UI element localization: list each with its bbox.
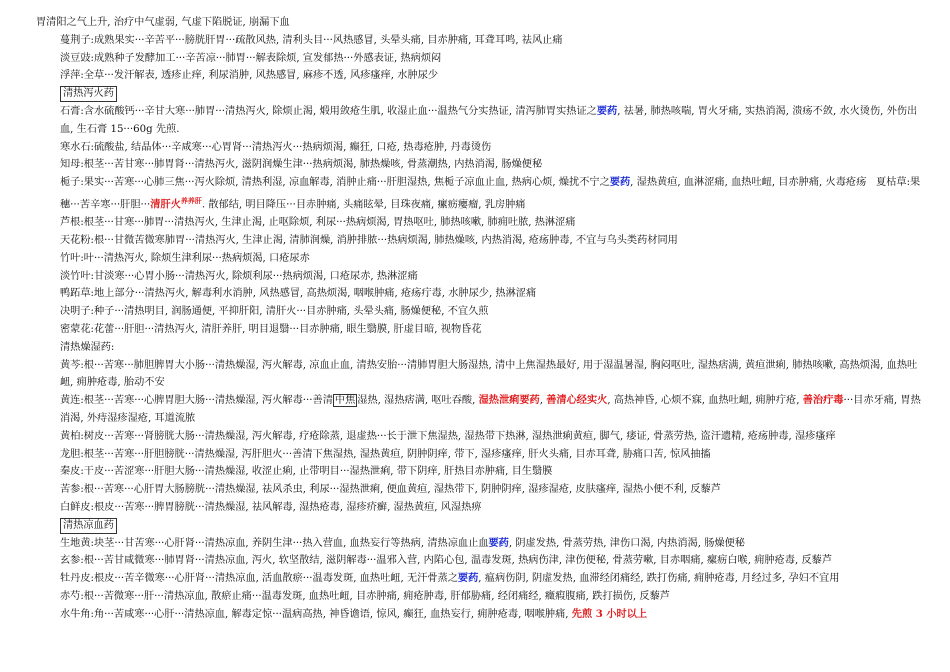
section-heading-row xyxy=(36,517,928,535)
section-heading-row xyxy=(36,85,928,103)
entry-zhi-zi xyxy=(36,174,928,214)
entry-xuan-shen: 玄参:根···苦甘咸微寒···肺胃肾···清热凉血, 泻火, 软坚散结, 滋阴解毒···温邪入营, 内陷心包, 温毒发斑, 热病伤津, 津伤便秘, 骨蒸劳嗽, 目赤咽痛, 瘰疬白喉, 痈肿疮毒, 反藜芦 xyxy=(60,555,833,567)
entry-sheng-di-huang xyxy=(36,535,928,553)
entry-mu-dan-pi xyxy=(36,570,928,588)
entry-huang-qin: 黄芩:根···苦寒···肺胆脾胃大小肠···清热燥湿, 泻火解毒, 凉血止血, 清热安胎···清肺胃胆大肠湿热, 清中上焦湿热最好, 用于湿温暑湿, 胸闷呕吐, 湿热痞满, 黄疸泄痢, 肺热咳嗽, 高热烦渴, 血热吐衄, 痈肿疮毒, 胎动不安 xyxy=(60,359,918,389)
entry-text: , xyxy=(539,395,547,407)
section-heading-qing-re-xie-huo: 清热泻火药 xyxy=(60,86,117,102)
red-highlight: 先煎 3 小时以上 xyxy=(571,607,648,620)
section-heading-qing-re-liang-xue: 清热凉血药 xyxy=(60,518,117,534)
key-drug-highlight: 要药 xyxy=(488,536,509,549)
entry-han-shui-shi: 寒水石:硫酸盐, 结晶体···辛咸寒···心胃肾···清热泻火···热病烦渴, 癫狂, 口疮, 热毒疮肿, 丹毒烫伤 xyxy=(60,141,492,153)
entry-dan-zhu-ye: 淡竹叶:甘淡寒···心胃小肠···清热泻火, 除烦利尿···热病烦渴, 口疮尿赤, 热淋涩痛 xyxy=(60,270,418,282)
red-superscript: 养养肝 xyxy=(180,195,202,205)
entry-chi-shao: 赤芍:根···苦微寒···肝···清热凉血, 散瘀止痛···温毒发斑, 血热吐衄, 目赤肿痛, 痈疮肿毒, 肝郁胁痛, 经闭痛经, 癥瘕腹痛, 跌打损伤, 反藜芦 xyxy=(60,590,670,602)
entry-text: 生地黄:块茎···甘苦寒···心肝肾···清热凉血, 养阴生津···热入营血, 血热妄行等热病, 清热凉血止血 xyxy=(60,537,489,549)
entry-jue-ming-zi: 决明子:种子···清热明目, 润肠通便, 平抑肝阳, 清肝火···目赤肿痛, 头晕头痛, 肠燥便秘, 不宜久煎 xyxy=(60,306,489,318)
red-highlight: 清肝火 xyxy=(150,198,181,211)
entry-dan-dou-chi: 淡豆豉:成熟种子发酵加工···辛苦凉···肺胃···解表除烦, 宣发郁热···外感表证, 热病烦闷 xyxy=(60,52,442,64)
entry-text: 黄连:根茎···苦寒···心脾胃胆大肠···清热燥湿, 泻火解毒···善清 xyxy=(60,395,333,407)
red-highlight: 湿热泄痢要药 xyxy=(478,394,540,407)
entry-text: ···目赤牙痛, 胃热消渴, 外痔湿疹湿疮, 耳道流脓 xyxy=(60,395,921,424)
entry-bai-xian-pi: 白鲜皮:根皮···苦寒···脾胃膀胱···清热燥湿, 祛风解毒, 湿热疮毒, 湿疹疥癣, 湿热黄疸, 风湿热痹 xyxy=(60,501,482,513)
entry-shui-niu-jiao xyxy=(36,606,928,624)
entry-huang-lian xyxy=(36,392,928,428)
entry-text: . 散郁结, 明目降压···目赤肿痛, 头痛眩晕, 目珠夜痛, 瘰疬瘿瘤, 乳房肿痛 xyxy=(201,199,526,211)
entry-text: , 瘟病伤阴, 阴虚发热, 血滞经闭痛经, 跌打伤痛, 痈肿疮毒, 月经过多, 孕妇不宜用 xyxy=(478,573,840,585)
red-highlight: 善治疔毒 xyxy=(802,394,844,407)
entry-huang-bai: 黄柏:树皮···苦寒···肾膀胱大肠···清热燥湿, 泻火解毒, 疗疮除蒸, 退虚热···长于泄下焦湿热, 湿热带下热淋, 湿热泄痢黄疸, 脚气, 痿证, 骨蒸劳热, 盗汗遗精, 疮疡肿毒, 湿疹瘙痒 xyxy=(60,430,836,442)
entry-tian-hua-fen: 天花粉:根···甘微苦微寒肺胃···清热泻火, 生津止渴, 清肺润燥, 消肿排脓···热病烦渴, 肺热燥咳, 内热消渴, 疮疡肿毒, 不宜与乌头类药材同用 xyxy=(60,234,678,246)
entry-text: 湿热, 湿热痞满, 呕吐吞酸, xyxy=(357,395,479,407)
entry-long-dan: 龙胆:根茎···苦寒···肝胆膀胱···清热燥湿, 泻肝胆火···善清下焦湿热, 湿热黄疸, 阴肿阴痒, 带下, 湿疹瘙痒, 肝火头痛, 目赤耳聋, 胁痛口苦, 惊风抽搐 xyxy=(60,448,711,460)
entry-text: , 阴虚发热, 骨蒸劳热, 津伤口渴, 内热消渴, 肠燥便秘 xyxy=(508,537,745,549)
entry-ku-shen: 苦参:根···苦寒···心肝胃大肠膀胱···清热燥湿, 祛风杀虫, 利尿···湿热泄痢, 便血黄疸, 湿热带下, 阴肿阴痒, 湿疹湿疮, 皮肤瘙痒, 湿热小便不利, 反藜芦 xyxy=(60,484,721,496)
entry-lu-gen: 芦根:根茎···甘寒···肺胃···清热泻火, 生津止渴, 止呕除烦, 利尿···热病烦渴, 胃热呕吐, 肺热咳嗽, 肺痈吐脓, 热淋涩痛 xyxy=(60,217,576,229)
entry-xia-ku-cao: 夏枯草:果穗···苦辛寒···肝胆··· xyxy=(60,177,921,211)
text-line: 胃清阳之气上升, 治疗中气虚弱, 气虚下陷脱证, 崩漏下血 xyxy=(36,17,290,28)
entry-text: 牡丹皮:根皮···苦辛微寒···心肝肾···清热凉血, 活血散瘀···温毒发斑, 血热吐衄, 无汗骨蒸之 xyxy=(60,573,458,585)
entry-text: 栀子:果实···苦寒···心肺三焦···泻火除烦, 清热利湿, 凉血解毒, 消肿止痛···肝胆湿热, 焦栀子凉血止血, 热病心烦, 燥扰不宁之 xyxy=(60,177,610,189)
entry-ya-zhi-cao: 鸭跖草:地上部分···清热泻火, 解毒利水消肿, 风热感冒, 高热烦渴, 咽喉肿痛, 疮疡疔毒, 水肿尿少, 热淋涩痛 xyxy=(60,288,537,300)
entry-text: , 高热神昏, 心烦不寐, 血热吐衄, 痈肿疔疮, xyxy=(607,395,803,407)
section-heading-qing-re-zao-shi: 清热燥湿药: xyxy=(60,341,115,353)
entry-qin-pi: 秦皮:干皮···苦涩寒···肝胆大肠···清热燥湿, 收涩止痢, 止带明目···湿热泄痢, 带下阴痒, 肝热目赤肿痛, 目生翳膜 xyxy=(60,466,553,478)
entry-text: , 湿热黄疸, 血淋涩痛, 血热吐衄, 目赤肿痛, 火毒疮疡 xyxy=(630,177,867,189)
entry-text: 水牛角:角···苦咸寒···心肝···清热凉血, 解毒定惊···温病高热, 神昏谵语, 惊风, 癫狂, 血热妄行, 痈肿疮毒, 咽喉肿痛, xyxy=(60,608,572,620)
key-drug-highlight: 要药 xyxy=(596,104,618,117)
entry-man-jing-zi: 蔓荆子:成熟果实···辛苦平···膀胱肝胃···疏散风热, 清利头目···风热感冒, 头晕头痛, 目赤肿痛, 耳聋耳鸣, 祛风止痛 xyxy=(60,34,563,46)
entry-zhu-ye: 竹叶:叶···清热泻火, 除烦生津利尿···热病烦渴, 口疮尿赤 xyxy=(60,252,310,264)
boxed-term: 中焦 xyxy=(334,395,356,407)
entry-zhi-mu: 知母:根茎···苦甘寒···肺胃肾···清热泻火, 滋阴润燥生津···热病烦渴, 肺热燥咳, 骨蒸潮热, 内热消渴, 肠燥便秘 xyxy=(60,159,543,171)
key-drug-highlight: 要药 xyxy=(609,176,631,189)
entry-mi-meng-hua: 密蒙花:花蕾···肝胆···清热泻火, 清肝养肝, 明目退翳···目赤肿痛, 眼生翳膜, 肝虚目暗, 视物昏花 xyxy=(60,323,482,335)
entry-text: 石膏:含水硫酸钙···辛甘大寒···肺胃···清热泻火, 除烦止渴, 煅用敛疮生肌, 收湿止血···温热气分实热证, 清泻肺胃实热证之 xyxy=(60,105,597,117)
entry-fu-ping: 浮萍:全草···发汗解表, 透疹止痒, 利尿消肿, 风热感冒, 麻疹不透, 风疹瘙痒, 水肿尿少 xyxy=(60,70,439,82)
key-drug-highlight: 要药 xyxy=(457,572,479,585)
entry-text: , 祛暑, 肺热咳喘, 胃火牙痛, 实热消渴, 溃疡不敛, 水火烫伤, 外伤出血, 生石膏 15···60g 先煎. xyxy=(60,105,918,135)
entry-shi-gao xyxy=(36,103,928,139)
red-highlight: 善清心经实火 xyxy=(546,394,608,407)
